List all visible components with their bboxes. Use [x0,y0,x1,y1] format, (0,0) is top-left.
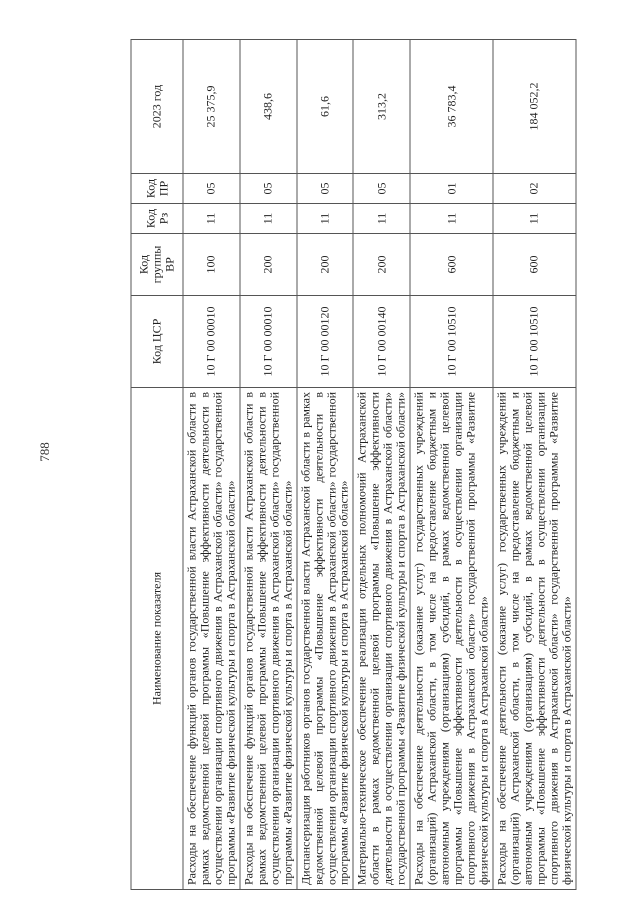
header-vr-code: Код группы ВР [131,234,183,296]
row-pr: 02 [493,174,576,204]
header-indicator-name: Наименование показателя [131,388,183,890]
header-pr-code: Код ПР [131,174,183,204]
budget-table [131,39,577,890]
row-vr: 600 [493,234,576,296]
row-rz: 11 [240,204,297,234]
row-name: Диспансеризация работников органов государственной власти Астраханской области в рамках ведомственной целевой программы «Повышение эффективности деятельности в осуществлении организации спортивного движения в Астраханской области» государственной программы «Развитие физической культуры и спорта в Астраханской области» [297,388,354,890]
row-value: 25 375,9 [183,40,240,174]
row-name: Материально-техническое обеспечение реализации отдельных полномочий Астраханской области в рамках ведомственной целевой программы «Повышение эффективности деятельности в осуществлении организации спортивного движения в Астраханской области» государственной программы «Развитие физической культуры и спорта в Астраханской области» [353,388,410,890]
row-vr: 200 [240,234,297,296]
budget-table-rotated [131,40,574,890]
row-rz: 11 [410,204,493,234]
row-pr: 05 [353,174,410,204]
row-csr: 10 Г 00 00010 [240,296,297,388]
table-header-row [131,40,183,890]
row-value: 184 052,2 [493,40,576,174]
row-name: Расходы на обеспечение функций органов государственной власти Астраханской области в рамках ведомственной целевой программы «Повышение эффективности деятельности в осуществлении организации спортивного движения в Астраханской области» государственной программы «Развитие физической культуры и спорта в Астраханской области» [183,388,240,890]
row-rz: 11 [353,204,410,234]
row-name: Расходы на обеспечение деятельности (оказание услуг) государственных учреждений (организаций) Астраханской области, в том числе на предоставление бюджетным и автономным учреждениям (организациям) субсидий, в рамках ведомственной целевой программы «Повышение эффективности деятельности в осуществлении организации спортивного движения в Астраханской области» государственной программы «Развитие физической культуры и спорта в Астраханской области» [410,388,493,890]
row-csr: 10 Г 00 00120 [297,296,354,388]
header-year-2023: 2023 год [131,40,183,174]
table-row [183,40,240,890]
row-rz: 11 [183,204,240,234]
table-row [353,40,410,890]
row-csr: 10 Г 00 00140 [353,296,410,388]
table-row [297,40,354,890]
row-value: 438,6 [240,40,297,174]
table-row [410,40,493,890]
row-csr: 10 Г 00 00010 [183,296,240,388]
row-pr: 05 [183,174,240,204]
row-value: 313,2 [353,40,410,174]
row-rz: 11 [297,204,354,234]
row-csr: 10 Г 00 10510 [493,296,576,388]
row-value: 36 783,4 [410,40,493,174]
row-value: 61,6 [297,40,354,174]
row-vr: 200 [297,234,354,296]
table-row [493,40,576,890]
row-vr: 600 [410,234,493,296]
page-number: 788 [37,442,52,462]
row-vr: 200 [353,234,410,296]
row-pr: 05 [297,174,354,204]
row-vr: 100 [183,234,240,296]
row-pr: 05 [240,174,297,204]
header-rz-code: Код Рз [131,204,183,234]
table-row [240,40,297,890]
row-csr: 10 Г 00 10510 [410,296,493,388]
row-rz: 11 [493,204,576,234]
row-name: Расходы на обеспечение деятельности (оказание услуг) государственных учреждений (организаций) Астраханской области, в том числе на предоставление бюджетным и автономным учреждениям (организациям) субсидий, в рамках ведомственной целевой программы «Повышение эффективности деятельности в осуществлении организации спортивного движения в Астраханской области» государственной программы «Развитие физической культуры и спорта в Астраханской области» [493,388,576,890]
row-name: Расходы на обеспечение функций органов государственной власти Астраханской области в рамках ведомственной целевой программы «Повышение эффективности деятельности в осуществлении организации спортивного движения в Астраханской области» государственной программы «Развитие физической культуры и спорта в Астраханской области» [240,388,297,890]
row-pr: 01 [410,174,493,204]
header-csr-code: Код ЦСР [131,296,183,388]
